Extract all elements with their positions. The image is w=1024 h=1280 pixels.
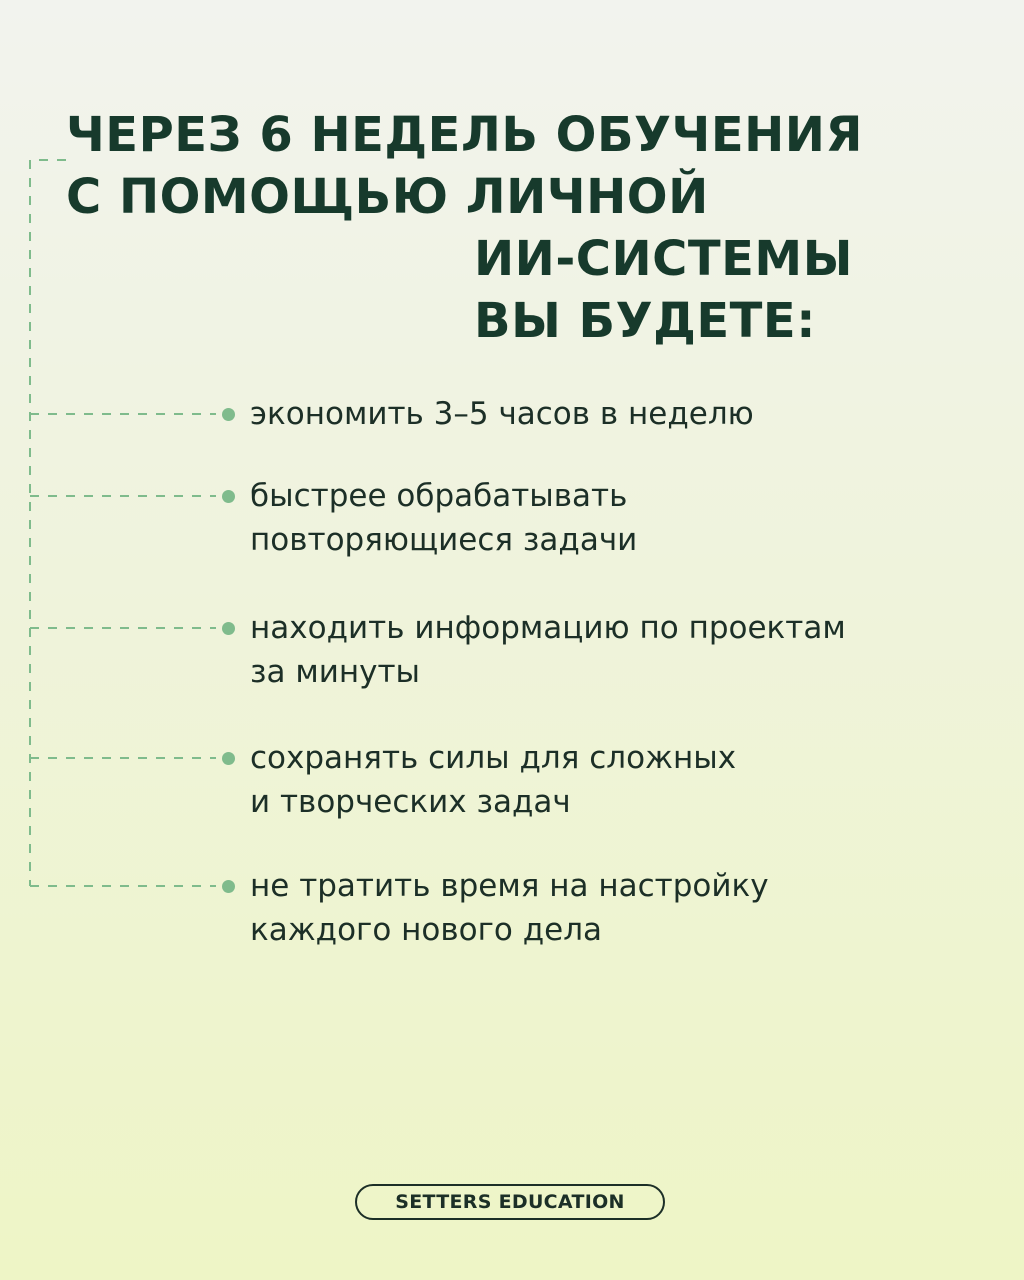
bullet-dot — [222, 490, 235, 503]
headline-line-4: ВЫ БУДЕТЕ: — [474, 293, 816, 349]
bullet-dot — [222, 752, 235, 765]
brand-label: SETTERS EDUCATION — [395, 1191, 625, 1213]
benefit-item-5: не тратить время на настройку каждого нового дела — [250, 868, 769, 948]
benefit-item-4: сохранять силы для сложных и творческих задач — [250, 740, 737, 820]
benefit-item-3: находить информацию по проектам за минуты — [250, 610, 846, 690]
bullet-dot — [222, 880, 235, 893]
benefit-item-2: быстрее обрабатывать повторяющиеся задачи — [250, 478, 638, 558]
headline-line-3: ИИ-СИСТЕМЫ — [474, 231, 853, 287]
brand-logo-pill — [355, 1184, 665, 1220]
benefit-item-1: экономить 3–5 часов в неделю — [250, 396, 754, 432]
bullet-dot — [222, 408, 235, 421]
bullet-dot — [222, 622, 235, 635]
headline-line-1: ЧЕРЕЗ 6 НЕДЕЛЬ ОБУЧЕНИЯ — [66, 107, 863, 163]
headline-line-2: С ПОМОЩЬЮ ЛИЧНОЙ — [66, 169, 709, 225]
